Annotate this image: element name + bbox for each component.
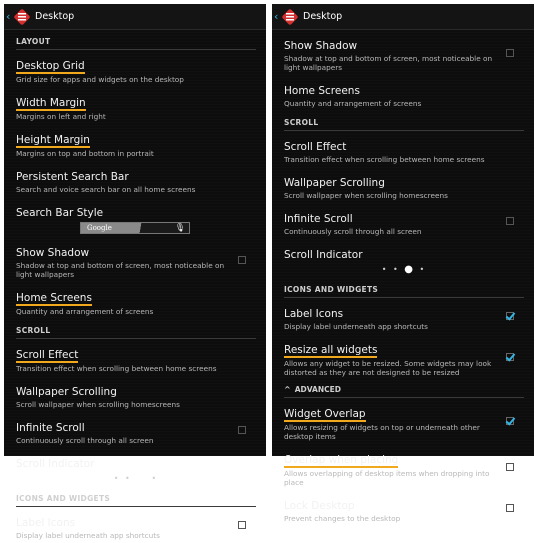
pref-summary: Continuously scroll through all screen xyxy=(284,227,422,236)
pref-title: Label Icons xyxy=(284,308,344,320)
pref-label-icons[interactable] xyxy=(16,507,256,543)
pref-infinite-scroll[interactable] xyxy=(16,412,256,448)
pref-label-icons[interactable] xyxy=(284,298,524,334)
pref-widget-overlap[interactable] xyxy=(284,398,524,444)
search-bar-preview xyxy=(80,222,190,234)
pref-title: Home Screens xyxy=(284,85,360,97)
pref-title: Scroll Effect xyxy=(284,141,347,153)
pref-summary: Allows overlapping of desktop items when dropping into place xyxy=(284,469,490,487)
pref-title: Infinite Scroll xyxy=(16,422,85,434)
pref-summary: Margins on top and bottom in portrait xyxy=(16,149,154,158)
pref-lock-desktop[interactable] xyxy=(284,490,524,526)
pref-scroll-indicator[interactable] xyxy=(16,448,256,487)
action-bar xyxy=(4,4,266,30)
pref-title: Show Shadow xyxy=(16,247,90,259)
checkbox-icon[interactable] xyxy=(238,426,246,434)
section-header-icons-widgets: ICONS AND WIDGETS xyxy=(16,489,256,507)
pref-summary: Transition effect when scrolling between home screens xyxy=(284,155,485,164)
pref-title: Wallpaper Scrolling xyxy=(16,386,117,398)
checkbox-icon[interactable] xyxy=(506,217,514,225)
pref-summary: Quantity and arrangement of screens xyxy=(284,99,422,108)
caret-up-icon: ^ xyxy=(284,385,291,394)
pref-summary: Transition effect when scrolling between home screens xyxy=(16,364,217,373)
app-launcher-icon[interactable] xyxy=(281,8,299,26)
pref-overlap-when-placing[interactable] xyxy=(284,444,524,490)
pref-title: Scroll Indicator xyxy=(16,458,95,470)
checkbox-icon[interactable] xyxy=(238,521,246,529)
pref-wallpaper-scrolling[interactable] xyxy=(284,167,524,203)
pref-summary: Scroll wallpaper when scrolling homescreens xyxy=(284,191,448,200)
pref-summary: Shadow at top and bottom of screen, most noticeable on light wallpapers xyxy=(284,54,493,72)
screen-title: Desktop xyxy=(303,11,343,22)
scroll-indicator-dots-icon: • • ● • xyxy=(113,473,159,484)
pref-persistent-search-bar[interactable] xyxy=(16,161,256,197)
pref-summary: Grid size for apps and widgets on the desktop xyxy=(16,75,184,84)
pref-title: Overlap when placing xyxy=(284,454,399,466)
pref-show-shadow[interactable] xyxy=(284,30,524,75)
action-bar xyxy=(272,4,534,30)
pref-summary: Display label underneath app shortcuts xyxy=(16,531,160,540)
pref-summary: Display label underneath app shortcuts xyxy=(284,322,428,331)
microphone-icon: 🎙 xyxy=(174,223,185,232)
checkbox-checked-icon[interactable] xyxy=(506,312,514,320)
pref-summary: Prevent changes to the desktop xyxy=(284,514,401,523)
section-header-scroll: SCROLL xyxy=(16,321,256,339)
pref-show-shadow[interactable] xyxy=(16,237,256,282)
pref-infinite-scroll[interactable] xyxy=(284,203,524,239)
checkbox-checked-icon[interactable] xyxy=(506,417,514,425)
pref-search-bar-style[interactable] xyxy=(16,197,256,237)
pref-summary: Shadow at top and bottom of screen, most noticeable on light wallpapers xyxy=(16,261,225,279)
settings-screen-right xyxy=(272,4,534,523)
pref-title: Home Screens xyxy=(16,292,92,304)
pref-summary: Margins on left and right xyxy=(16,112,106,121)
checkbox-icon[interactable] xyxy=(238,256,246,264)
pref-title: Lock Desktop xyxy=(284,500,355,512)
pref-title: Search Bar Style xyxy=(16,207,104,219)
pref-summary: Allows any widget to be resized. Some widgets may look distorted as they are not designed to be resized xyxy=(284,359,492,377)
preferences-list xyxy=(272,30,534,526)
pref-summary: Continuously scroll through all screen xyxy=(16,436,154,445)
section-header-advanced[interactable] xyxy=(284,380,524,398)
search-bar-preview-text: Google xyxy=(87,224,112,232)
pref-desktop-grid[interactable] xyxy=(16,50,256,87)
back-chevron-icon[interactable]: ‹ xyxy=(6,10,11,23)
checkbox-icon[interactable] xyxy=(506,463,514,471)
pref-home-screens[interactable] xyxy=(16,282,256,319)
pref-summary: Allows resizing of widgets on top or underneath other desktop items xyxy=(284,423,480,441)
pref-scroll-effect[interactable] xyxy=(284,131,524,167)
screen-title: Desktop xyxy=(35,11,75,22)
back-chevron-icon[interactable]: ‹ xyxy=(274,10,279,23)
pref-title: Resize all widgets xyxy=(284,344,378,356)
section-header-layout: LAYOUT xyxy=(16,32,256,50)
pref-summary: Scroll wallpaper when scrolling homescreens xyxy=(16,400,180,409)
pref-wallpaper-scrolling[interactable] xyxy=(16,376,256,412)
pref-height-margin[interactable] xyxy=(16,124,256,161)
pref-title: Widget Overlap xyxy=(284,408,366,420)
section-header-icons-widgets: ICONS AND WIDGETS xyxy=(284,280,524,298)
checkbox-icon[interactable] xyxy=(506,49,514,57)
pref-title: Scroll Indicator xyxy=(284,249,363,261)
pref-title: Label Icons xyxy=(16,517,76,529)
checkbox-checked-icon[interactable] xyxy=(506,353,514,361)
pref-scroll-indicator[interactable] xyxy=(284,239,524,278)
section-header-scroll: SCROLL xyxy=(284,113,524,131)
pref-title: Persistent Search Bar xyxy=(16,171,129,183)
settings-screen-left xyxy=(4,4,266,540)
section-header-label: ADVANCED xyxy=(294,385,341,394)
preferences-list xyxy=(4,32,266,543)
pref-scroll-effect[interactable] xyxy=(16,339,256,376)
pref-title: Width Margin xyxy=(16,97,86,109)
pref-title: Infinite Scroll xyxy=(284,213,353,225)
pref-title: Scroll Effect xyxy=(16,349,79,361)
pref-title: Height Margin xyxy=(16,134,90,146)
app-launcher-icon[interactable] xyxy=(13,8,31,26)
checkbox-icon[interactable] xyxy=(506,504,514,512)
pref-home-screens[interactable] xyxy=(284,75,524,111)
pref-summary: Search and voice search bar on all home screens xyxy=(16,185,196,194)
scroll-indicator-dots-icon: • • ● • xyxy=(381,264,427,275)
pref-summary: Quantity and arrangement of screens xyxy=(16,307,154,316)
pref-title: Desktop Grid xyxy=(16,60,85,72)
pref-title: Show Shadow xyxy=(284,40,358,52)
pref-width-margin[interactable] xyxy=(16,87,256,124)
pref-title: Wallpaper Scrolling xyxy=(284,177,385,189)
pref-resize-all-widgets[interactable] xyxy=(284,334,524,380)
